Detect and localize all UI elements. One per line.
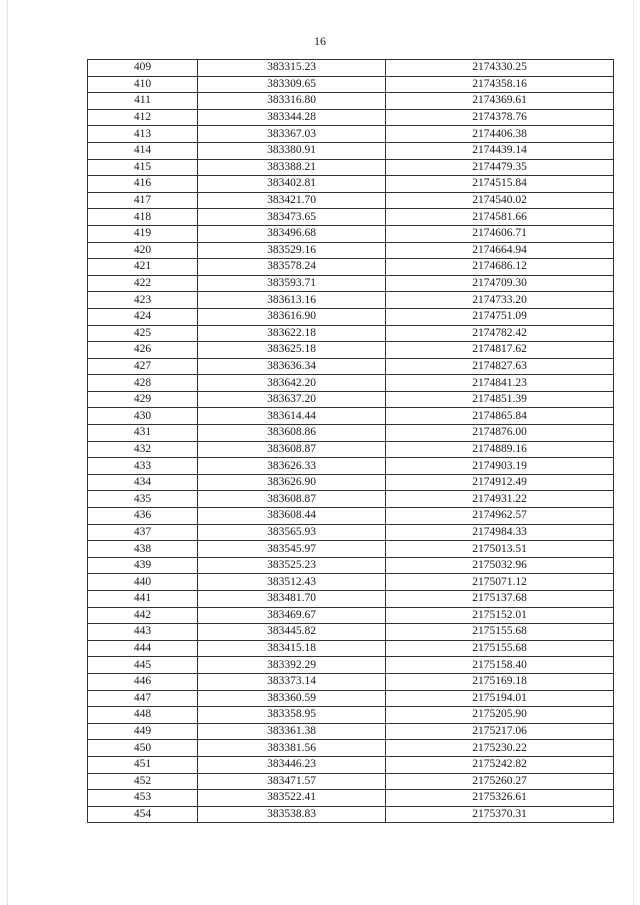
table-row — [88, 176, 614, 193]
point-number-cell: 412 — [88, 109, 198, 126]
y-coordinate-cell: 2174369.61 — [386, 93, 614, 110]
y-coordinate-cell: 2175205.90 — [386, 707, 614, 724]
y-coordinate-cell: 2174865.84 — [386, 408, 614, 425]
table-row — [88, 524, 614, 541]
point-number-cell: 418 — [88, 209, 198, 226]
y-coordinate-cell: 2175260.27 — [386, 773, 614, 790]
x-coordinate-cell: 383565.93 — [198, 524, 386, 541]
y-coordinate-cell: 2175169.18 — [386, 673, 614, 690]
x-coordinate-cell: 383380.91 — [198, 142, 386, 159]
table-row — [88, 76, 614, 93]
x-coordinate-cell: 383373.14 — [198, 673, 386, 690]
table-row — [88, 624, 614, 641]
table-row — [88, 508, 614, 525]
point-number-cell: 443 — [88, 624, 198, 641]
table-row — [88, 292, 614, 309]
y-coordinate-cell: 2175152.01 — [386, 607, 614, 624]
y-coordinate-cell: 2174330.25 — [386, 60, 614, 77]
y-coordinate-cell: 2174817.62 — [386, 342, 614, 359]
table-row — [88, 93, 614, 110]
table-row — [88, 723, 614, 740]
point-number-cell: 444 — [88, 640, 198, 657]
y-coordinate-cell: 2174962.57 — [386, 508, 614, 525]
point-number-cell: 436 — [88, 508, 198, 525]
table-row — [88, 159, 614, 176]
point-number-cell: 431 — [88, 425, 198, 442]
table-row — [88, 591, 614, 608]
x-coordinate-cell: 383360.59 — [198, 690, 386, 707]
x-coordinate-cell: 383642.20 — [198, 375, 386, 392]
table-row — [88, 756, 614, 773]
table-row — [88, 275, 614, 292]
y-coordinate-cell: 2175242.82 — [386, 756, 614, 773]
table-row — [88, 375, 614, 392]
table-row — [88, 192, 614, 209]
y-coordinate-cell: 2174406.38 — [386, 126, 614, 143]
point-number-cell: 434 — [88, 474, 198, 491]
table-row — [88, 541, 614, 558]
table-row — [88, 740, 614, 757]
x-coordinate-cell: 383608.44 — [198, 508, 386, 525]
x-coordinate-cell: 383538.83 — [198, 806, 386, 823]
x-coordinate-cell: 383316.80 — [198, 93, 386, 110]
point-number-cell: 435 — [88, 491, 198, 508]
x-coordinate-cell: 383613.16 — [198, 292, 386, 309]
page-number: 16 — [314, 34, 326, 48]
y-coordinate-cell: 2174782.42 — [386, 325, 614, 342]
y-coordinate-cell: 2174606.71 — [386, 225, 614, 242]
y-coordinate-cell: 2174540.02 — [386, 192, 614, 209]
point-number-cell: 452 — [88, 773, 198, 790]
y-coordinate-cell: 2174851.39 — [386, 391, 614, 408]
x-coordinate-cell: 383622.18 — [198, 325, 386, 342]
table-row — [88, 60, 614, 77]
point-number-cell: 417 — [88, 192, 198, 209]
y-coordinate-cell: 2175071.12 — [386, 574, 614, 591]
x-coordinate-cell: 383614.44 — [198, 408, 386, 425]
point-number-cell: 427 — [88, 358, 198, 375]
x-coordinate-cell: 383616.90 — [198, 308, 386, 325]
x-coordinate-cell: 383608.87 — [198, 491, 386, 508]
table-row — [88, 806, 614, 823]
point-number-cell: 440 — [88, 574, 198, 591]
y-coordinate-cell: 2174358.16 — [386, 76, 614, 93]
table-row — [88, 308, 614, 325]
table-row — [88, 259, 614, 276]
x-coordinate-cell: 383421.70 — [198, 192, 386, 209]
table-row — [88, 474, 614, 491]
x-coordinate-cell: 383512.43 — [198, 574, 386, 591]
point-number-cell: 441 — [88, 591, 198, 608]
point-number-cell: 422 — [88, 275, 198, 292]
table-row — [88, 773, 614, 790]
y-coordinate-cell: 2175230.22 — [386, 740, 614, 757]
y-coordinate-cell: 2174912.49 — [386, 474, 614, 491]
point-number-cell: 426 — [88, 342, 198, 359]
point-number-cell: 413 — [88, 126, 198, 143]
table-row — [88, 126, 614, 143]
point-number-cell: 425 — [88, 325, 198, 342]
x-coordinate-cell: 383445.82 — [198, 624, 386, 641]
x-coordinate-cell: 383608.87 — [198, 441, 386, 458]
table-row — [88, 109, 614, 126]
coordinate-table — [87, 59, 614, 823]
x-coordinate-cell: 383471.57 — [198, 773, 386, 790]
point-number-cell: 448 — [88, 707, 198, 724]
y-coordinate-cell: 2174479.35 — [386, 159, 614, 176]
x-coordinate-cell: 383578.24 — [198, 259, 386, 276]
table-row — [88, 358, 614, 375]
point-number-cell: 430 — [88, 408, 198, 425]
table-row — [88, 673, 614, 690]
y-coordinate-cell: 2174841.23 — [386, 375, 614, 392]
point-number-cell: 445 — [88, 657, 198, 674]
table-row — [88, 209, 614, 226]
y-coordinate-cell: 2175032.96 — [386, 557, 614, 574]
x-coordinate-cell: 383344.28 — [198, 109, 386, 126]
x-coordinate-cell: 383367.03 — [198, 126, 386, 143]
table-row — [88, 640, 614, 657]
y-coordinate-cell: 2175326.61 — [386, 790, 614, 807]
table-row — [88, 391, 614, 408]
y-coordinate-cell: 2175217.06 — [386, 723, 614, 740]
y-coordinate-cell: 2174827.63 — [386, 358, 614, 375]
table-row — [88, 325, 614, 342]
x-coordinate-cell: 383593.71 — [198, 275, 386, 292]
point-number-cell: 438 — [88, 541, 198, 558]
point-number-cell: 420 — [88, 242, 198, 259]
point-number-cell: 428 — [88, 375, 198, 392]
y-coordinate-cell: 2174931.22 — [386, 491, 614, 508]
x-coordinate-cell: 383529.16 — [198, 242, 386, 259]
x-coordinate-cell: 383388.21 — [198, 159, 386, 176]
table-row — [88, 491, 614, 508]
table-row — [88, 458, 614, 475]
point-number-cell: 449 — [88, 723, 198, 740]
x-coordinate-cell: 383626.90 — [198, 474, 386, 491]
point-number-cell: 450 — [88, 740, 198, 757]
y-coordinate-cell: 2174889.16 — [386, 441, 614, 458]
scan-edge-right — [633, 0, 634, 905]
point-number-cell: 439 — [88, 557, 198, 574]
y-coordinate-cell: 2175194.01 — [386, 690, 614, 707]
y-coordinate-cell: 2174686.12 — [386, 259, 614, 276]
point-number-cell: 446 — [88, 673, 198, 690]
x-coordinate-cell: 383469.67 — [198, 607, 386, 624]
x-coordinate-cell: 383636.34 — [198, 358, 386, 375]
x-coordinate-cell: 383402.81 — [198, 176, 386, 193]
point-number-cell: 454 — [88, 806, 198, 823]
point-number-cell: 423 — [88, 292, 198, 309]
table-row — [88, 557, 614, 574]
y-coordinate-cell: 2174903.19 — [386, 458, 614, 475]
y-coordinate-cell: 2175155.68 — [386, 624, 614, 641]
y-coordinate-cell: 2174733.20 — [386, 292, 614, 309]
table-row — [88, 607, 614, 624]
y-coordinate-cell: 2174664.94 — [386, 242, 614, 259]
y-coordinate-cell: 2175158.40 — [386, 657, 614, 674]
coordinate-table-body — [88, 60, 614, 823]
point-number-cell: 429 — [88, 391, 198, 408]
x-coordinate-cell: 383446.23 — [198, 756, 386, 773]
x-coordinate-cell: 383496.68 — [198, 225, 386, 242]
table-row — [88, 342, 614, 359]
y-coordinate-cell: 2175013.51 — [386, 541, 614, 558]
table-row — [88, 408, 614, 425]
point-number-cell: 421 — [88, 259, 198, 276]
table-row — [88, 790, 614, 807]
point-number-cell: 437 — [88, 524, 198, 541]
point-number-cell: 410 — [88, 76, 198, 93]
table-row — [88, 657, 614, 674]
point-number-cell: 409 — [88, 60, 198, 77]
y-coordinate-cell: 2174378.76 — [386, 109, 614, 126]
y-coordinate-cell: 2174876.00 — [386, 425, 614, 442]
y-coordinate-cell: 2175370.31 — [386, 806, 614, 823]
point-number-cell: 411 — [88, 93, 198, 110]
x-coordinate-cell: 383522.41 — [198, 790, 386, 807]
point-number-cell: 415 — [88, 159, 198, 176]
x-coordinate-cell: 383608.86 — [198, 425, 386, 442]
point-number-cell: 416 — [88, 176, 198, 193]
y-coordinate-cell: 2175155.68 — [386, 640, 614, 657]
x-coordinate-cell: 383637.20 — [198, 391, 386, 408]
point-number-cell: 447 — [88, 690, 198, 707]
point-number-cell: 451 — [88, 756, 198, 773]
table-row — [88, 142, 614, 159]
x-coordinate-cell: 383392.29 — [198, 657, 386, 674]
x-coordinate-cell: 383473.65 — [198, 209, 386, 226]
y-coordinate-cell: 2174984.33 — [386, 524, 614, 541]
x-coordinate-cell: 383315.23 — [198, 60, 386, 77]
point-number-cell: 424 — [88, 308, 198, 325]
y-coordinate-cell: 2174751.09 — [386, 308, 614, 325]
x-coordinate-cell: 383525.23 — [198, 557, 386, 574]
x-coordinate-cell: 383361.38 — [198, 723, 386, 740]
point-number-cell: 419 — [88, 225, 198, 242]
y-coordinate-cell: 2174515.84 — [386, 176, 614, 193]
table-row — [88, 425, 614, 442]
y-coordinate-cell: 2174581.66 — [386, 209, 614, 226]
x-coordinate-cell: 383381.56 — [198, 740, 386, 757]
x-coordinate-cell: 383545.97 — [198, 541, 386, 558]
table-row — [88, 242, 614, 259]
point-number-cell: 433 — [88, 458, 198, 475]
x-coordinate-cell: 383625.18 — [198, 342, 386, 359]
point-number-cell: 432 — [88, 441, 198, 458]
y-coordinate-cell: 2175137.68 — [386, 591, 614, 608]
point-number-cell: 453 — [88, 790, 198, 807]
point-number-cell: 414 — [88, 142, 198, 159]
table-row — [88, 574, 614, 591]
x-coordinate-cell: 383358.95 — [198, 707, 386, 724]
y-coordinate-cell: 2174439.14 — [386, 142, 614, 159]
x-coordinate-cell: 383415.18 — [198, 640, 386, 657]
x-coordinate-cell: 383309.65 — [198, 76, 386, 93]
table-row — [88, 707, 614, 724]
table-row — [88, 225, 614, 242]
x-coordinate-cell: 383481.70 — [198, 591, 386, 608]
scan-edge-left — [7, 0, 8, 905]
table-row — [88, 441, 614, 458]
x-coordinate-cell: 383626.33 — [198, 458, 386, 475]
point-number-cell: 442 — [88, 607, 198, 624]
table-row — [88, 690, 614, 707]
y-coordinate-cell: 2174709.30 — [386, 275, 614, 292]
